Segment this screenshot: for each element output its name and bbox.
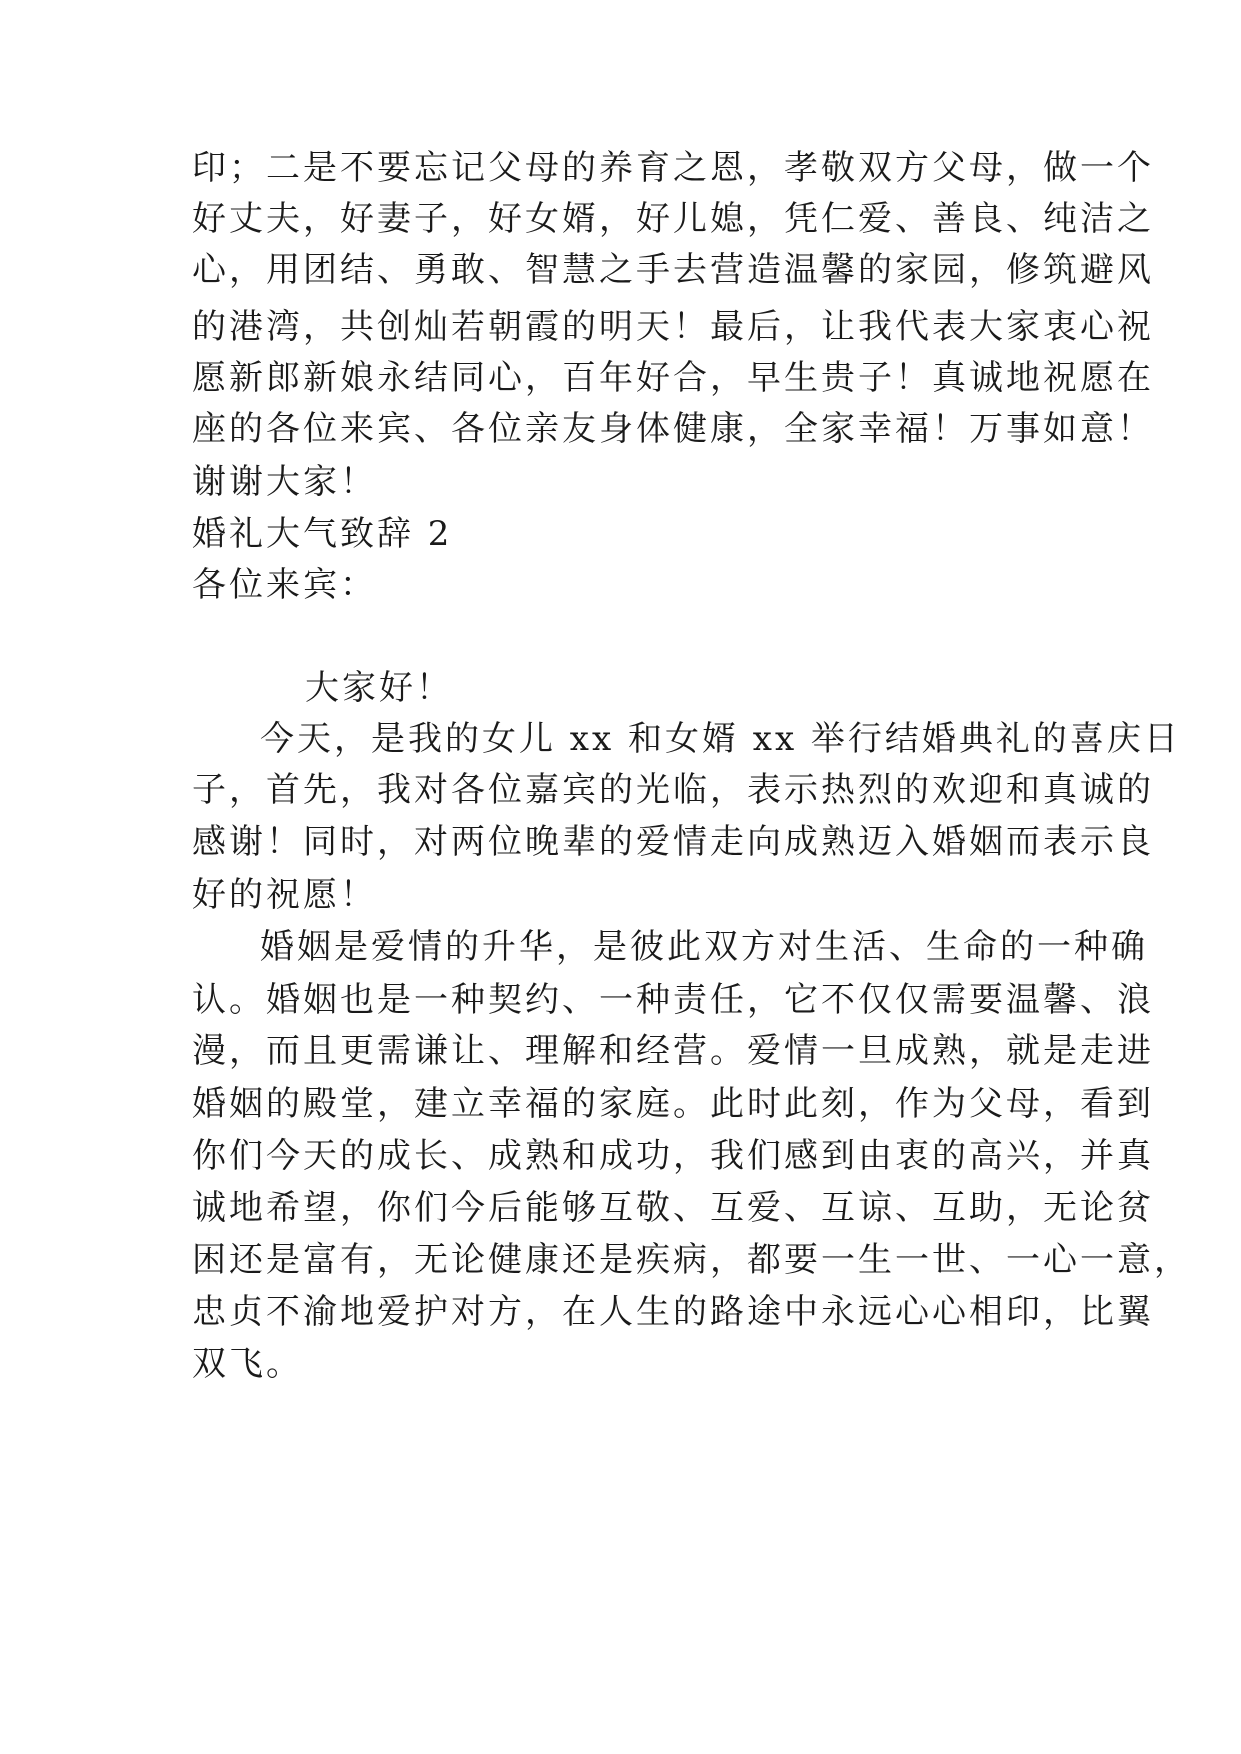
body-text-line: 漫，而且更需谦让、理解和经营。爱情一旦成熟，就是走进 bbox=[192, 1031, 1154, 1071]
salutation: 各位来宾： bbox=[192, 565, 377, 605]
body-text-line: 感谢！同时，对两位晚辈的爱情走向成熟迈入婚姻而表示良 bbox=[192, 822, 1154, 862]
section-heading: 婚礼大气致辞 2 bbox=[192, 514, 453, 554]
body-text-line: 困还是富有，无论健康还是疾病，都要一生一世、一心一意， bbox=[192, 1240, 1191, 1280]
body-text-line: 诚地希望，你们今后能够互敬、互爱、互谅、互助，无论贫 bbox=[192, 1188, 1154, 1228]
body-text-line: 双飞。 bbox=[192, 1344, 303, 1384]
body-text-line: 的港湾，共创灿若朝霞的明天！最后，让我代表大家衷心祝 bbox=[192, 307, 1154, 347]
paragraph-first-line: 婚姻是爱情的升华，是彼此双方对生活、生命的一种确 bbox=[260, 927, 1148, 967]
body-text-line: 好丈夫，好妻子，好女婿，好儿媳，凭仁爱、善良、纯洁之 bbox=[192, 199, 1154, 239]
body-text-line: 忠贞不渝地爱护对方，在人生的路途中永远心心相印，比翼 bbox=[192, 1292, 1154, 1332]
body-text-line: 认。婚姻也是一种契约、一种责任，它不仅仅需要温馨、浪 bbox=[192, 980, 1154, 1020]
body-text-line: 你们今天的成长、成熟和成功，我们感到由衷的高兴，并真 bbox=[192, 1136, 1154, 1176]
body-text-line: 子，首先，我对各位嘉宾的光临，表示热烈的欢迎和真诚的 bbox=[192, 770, 1154, 810]
body-text-line: 座的各位来宾、各位亲友身体健康，全家幸福！万事如意！ bbox=[192, 409, 1154, 449]
body-text-line: 心，用团结、勇敢、智慧之手去营造温馨的家园，修筑避风 bbox=[192, 250, 1154, 290]
body-text-line: 愿新郎新娘永结同心，百年好合，早生贵子！真诚地祝愿在 bbox=[192, 358, 1154, 398]
body-text-line: 好的祝愿！ bbox=[192, 875, 377, 915]
body-text-line: 谢谢大家！ bbox=[192, 462, 377, 502]
body-text-line: 印；二是不要忘记父母的养育之恩，孝敬双方父母，做一个 bbox=[192, 148, 1154, 188]
greeting: 大家好！ bbox=[305, 668, 453, 708]
paragraph-first-line: 今天，是我的女儿 xx 和女婿 xx 举行结婚典礼的喜庆日 bbox=[260, 719, 1181, 759]
body-text-line: 婚姻的殿堂，建立幸福的家庭。此时此刻，作为父母，看到 bbox=[192, 1084, 1154, 1124]
